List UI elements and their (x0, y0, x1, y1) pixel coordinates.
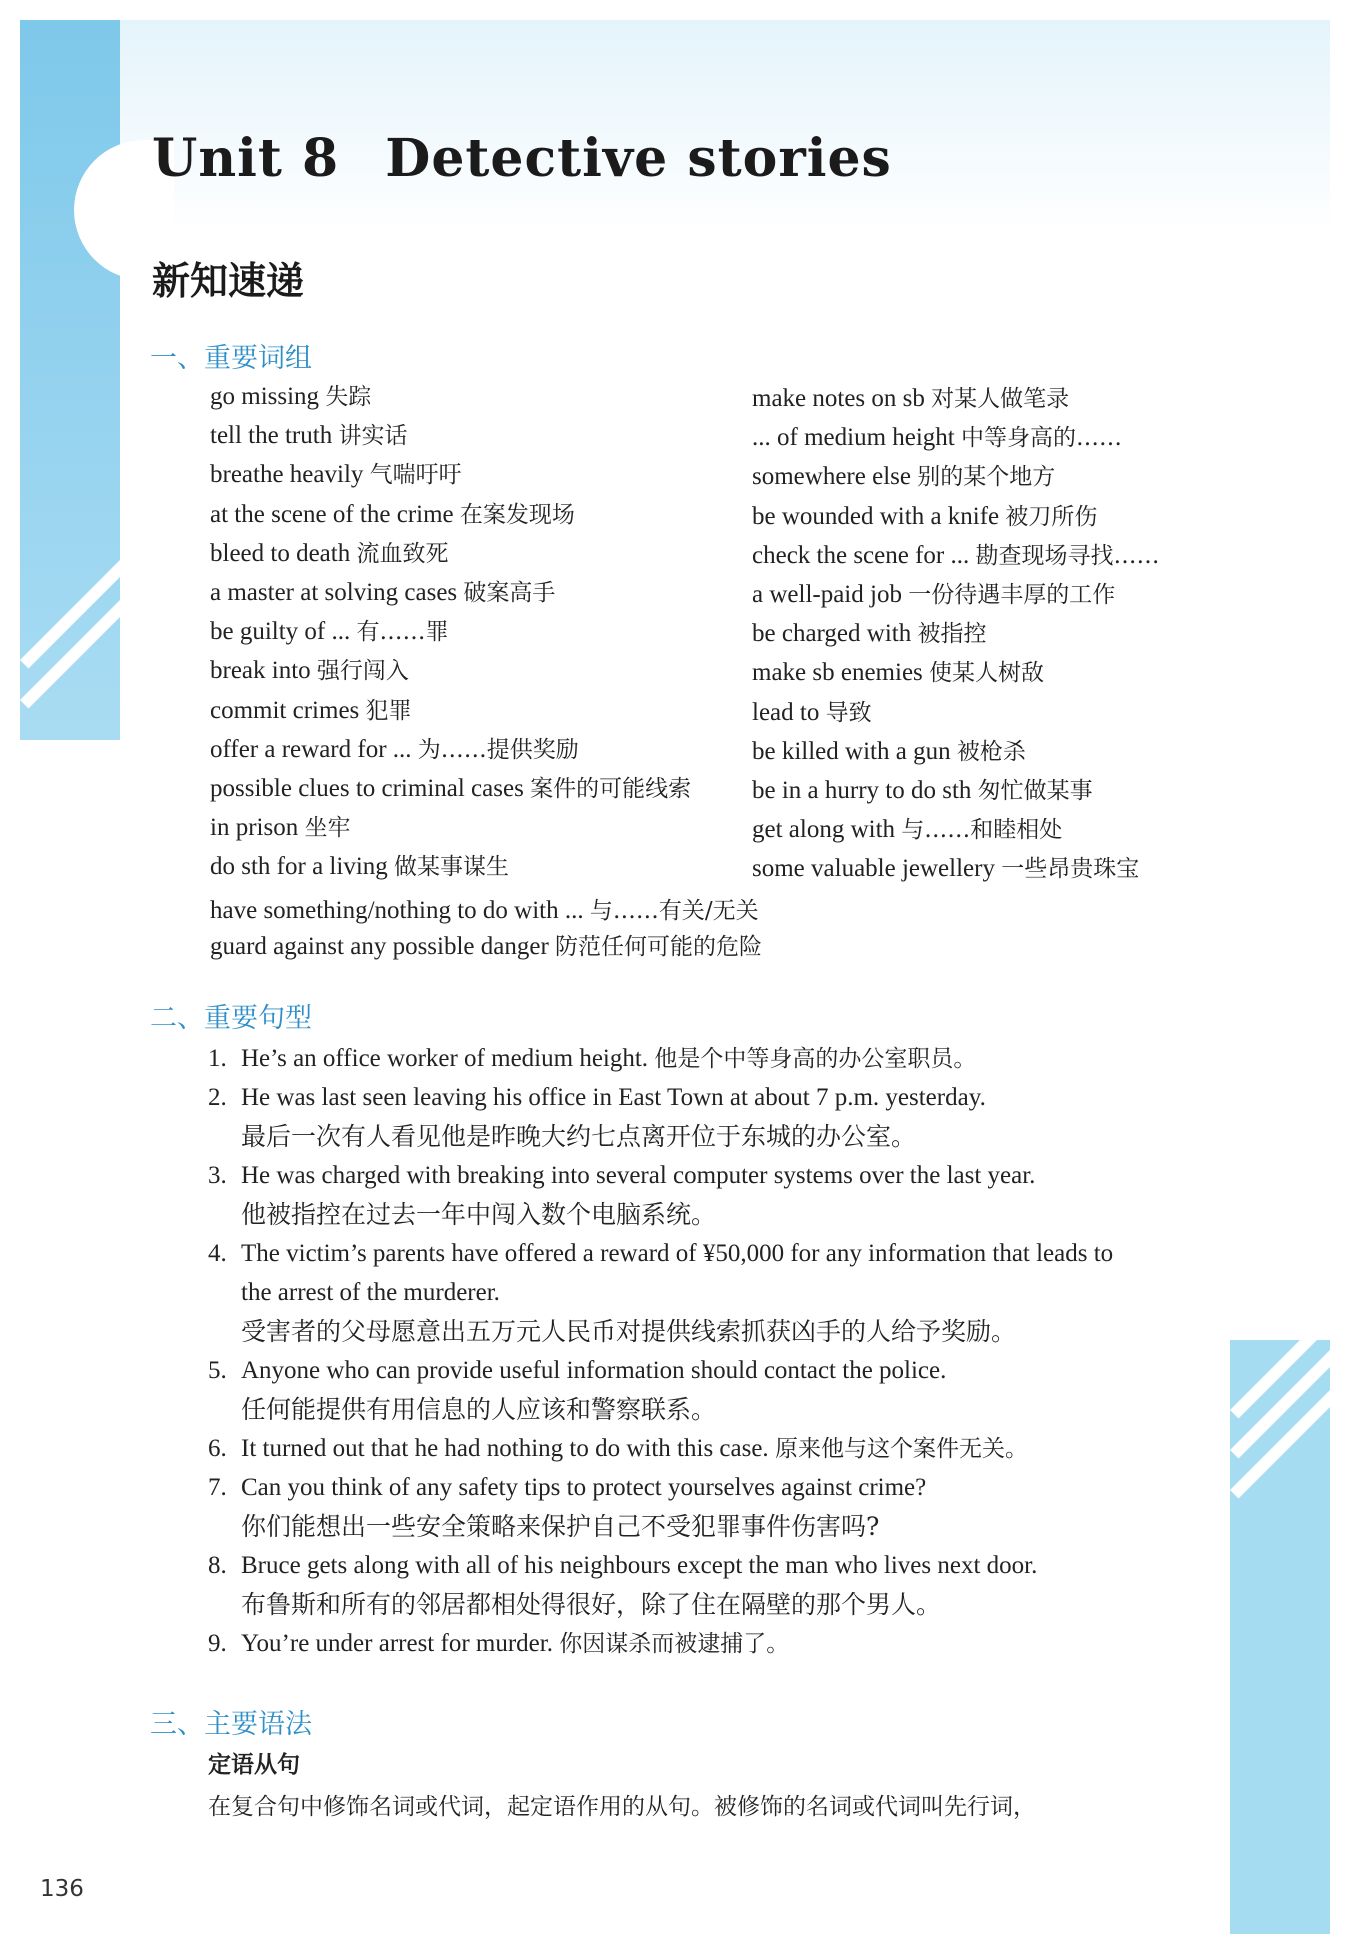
phrase-en: somewhere else (752, 463, 911, 491)
phrase-zh: 强行闯入 (316, 658, 409, 685)
phrase-zh: 破案高手 (463, 580, 556, 606)
sentence-item (208, 1549, 1208, 1583)
sentence-number: 8. (208, 1552, 227, 1579)
phrase-zh: 在案发现场 (459, 501, 575, 528)
phrase-en: make notes on sb (752, 385, 925, 412)
sentence-number: 4. (208, 1240, 227, 1267)
phrase-item (210, 850, 509, 884)
sentence-item (208, 1354, 1208, 1388)
sentence-zh: 他是个中等身高的办公室职员。 (654, 1046, 977, 1072)
header-wash (120, 20, 1330, 230)
phrase-en: make sb enemies (752, 659, 923, 687)
sentence-zh: 你们能想出一些安全策略来保护自己不受犯罪事件伤害吗? (241, 1512, 880, 1541)
phrase-en: some valuable jewellery (752, 855, 995, 883)
phrase-item (210, 498, 575, 532)
phrase-en: a master at solving cases (210, 579, 458, 606)
phrase-en: tell the truth (210, 422, 333, 450)
phrase-zh: 与……有关/无关 (589, 898, 759, 924)
sentence-zh: 原来他与这个案件无关。 (774, 1436, 1028, 1462)
sentence-zh: 他被指控在过去一年中闯入数个电脑系统。 (241, 1200, 717, 1229)
sentence-zh: 你因谋杀而被逮捕了。 (559, 1631, 790, 1657)
phrase-en: be charged with (752, 620, 912, 648)
phrase-item (210, 615, 449, 649)
unit-number: Unit 8 (152, 128, 340, 189)
sentence-zh: 受害者的父母愿意出五万元人民币对提供线索抓获凶手的人给予奖励。 (241, 1317, 1017, 1346)
phrase-item (210, 694, 412, 728)
left-decorative-band (20, 20, 120, 740)
phrase-item (752, 539, 1160, 573)
phrase-zh: 有……罪 (356, 619, 449, 646)
sentence-zh: 最后一次有人看见他是昨晚大约七点离开位于东城的办公室。 (241, 1122, 917, 1151)
phrase-en: breathe heavily (210, 461, 364, 489)
sentence-item (208, 1237, 1208, 1271)
phrase-item (752, 382, 1069, 416)
phrase-item (752, 774, 1093, 808)
sentence-number: 3. (208, 1162, 227, 1189)
phrase-item (752, 617, 986, 651)
phrase-zh: 做某事谋生 (394, 854, 510, 881)
phrases-heading: 一、重要词组 (150, 343, 312, 374)
phrase-item (210, 458, 462, 492)
phrase-item (752, 578, 1115, 612)
sentence-item (208, 1627, 1208, 1661)
phrase-zh: 导致 (825, 699, 872, 726)
phrase-item (752, 696, 872, 730)
phrase-en: check the scene for ... (752, 541, 970, 569)
phrase-en: possible clues to criminal cases (210, 775, 524, 802)
unit-name: Detective stories (385, 128, 892, 189)
phrase-en: commit crimes (210, 696, 360, 724)
sentence-en: Can you think of any safety tips to protect yourselves against crime? (241, 1474, 927, 1501)
phrase-zh: 使某人树敌 (929, 660, 1045, 687)
phrase-en: in prison (210, 814, 299, 842)
sentence-number: 9. (208, 1630, 227, 1657)
sentence-number: 7. (208, 1474, 227, 1501)
phrase-en: break into (210, 657, 311, 685)
sentence-item (208, 1432, 1208, 1466)
phrase-zh: 被刀所伤 (1005, 503, 1098, 530)
phrase-item (210, 419, 407, 453)
sentence-en: Anyone who can provide useful information should contact the police. (241, 1357, 947, 1384)
sentence-number: 2. (208, 1084, 227, 1111)
sentence-number: 6. (208, 1435, 227, 1462)
sentence-en: Bruce gets along with all of his neighbours except the man who lives next door. (241, 1552, 1038, 1579)
phrase-zh: 被指控 (917, 621, 987, 648)
sentence-en: He’s an office worker of medium height. 他是个中等身高的办公室职员。 (241, 1045, 977, 1072)
phrase-zh: 一些昂贵珠宝 (1001, 856, 1140, 883)
phrase-en: at the scene of the crime (210, 500, 454, 528)
phrase-en: do sth for a living (210, 853, 388, 881)
phrase-zh: 勘查现场寻找…… (975, 542, 1160, 569)
phrase-en: have something/nothing to do with ... (210, 897, 584, 924)
phrase-zh: 为……提供奖励 (417, 736, 579, 763)
phrase-zh: 犯罪 (365, 697, 412, 724)
sentence-number: 5. (208, 1357, 227, 1384)
unit-title (152, 128, 892, 189)
phrase-item (210, 811, 350, 845)
phrase-item (752, 500, 1097, 534)
grammar-subheading: 定语从句 (208, 1751, 300, 1778)
sentence-zh: 布鲁斯和所有的邻居都相处得很好，除了住在隔壁的那个男人。 (241, 1590, 942, 1619)
phrase-en: get along with (752, 816, 896, 844)
phrase-zh: 匆忙做某事 (977, 778, 1093, 804)
phrase-item (752, 813, 1062, 847)
phrase-zh: 与……和睦相处 (901, 817, 1063, 844)
phrase-zh: 防范任何可能的危险 (555, 934, 763, 960)
phrase-en: be wounded with a knife (752, 502, 1000, 530)
phrase-item (210, 772, 691, 806)
phrase-item (752, 421, 1122, 455)
grammar-heading: 三、主要语法 (150, 1709, 312, 1740)
section-title: 新知速递 (152, 259, 305, 303)
phrase-zh: 气喘吁吁 (369, 462, 462, 489)
sentence-item (208, 1081, 1208, 1115)
phrase-en: be in a hurry to do sth (752, 777, 972, 804)
phrase-item (210, 733, 579, 767)
phrase-zh: 一份待遇丰厚的工作 (908, 582, 1116, 608)
phrase-item (752, 460, 1055, 494)
phrase-item (210, 576, 555, 610)
phrase-en: ... of medium height (752, 424, 955, 452)
phrase-en: be killed with a gun (752, 737, 951, 765)
sentence-en: He was charged with breaking into several computer systems over the last year. (241, 1162, 1036, 1189)
sentences-heading: 二、重要句型 (150, 1003, 312, 1034)
phrase-item (752, 656, 1044, 690)
sentence-en: It turned out that he had nothing to do with this case. 原来他与这个案件无关。 (241, 1435, 1028, 1462)
phrase-item (210, 380, 371, 414)
sentence-en: You’re under arrest for murder. 你因谋杀而被逮捕了。 (241, 1630, 790, 1657)
phrase-zh: 案件的可能线索 (530, 776, 692, 802)
phrase-item (752, 852, 1139, 886)
sentence-item (208, 1159, 1208, 1193)
phrase-en: go missing (210, 383, 320, 410)
phrase-en: offer a reward for ... (210, 735, 412, 763)
phrase-en: guard against any possible danger (210, 933, 549, 960)
phrase-zh: 讲实话 (338, 423, 408, 450)
phrase-en: lead to (752, 698, 820, 726)
phrase-en: bleed to death (210, 539, 351, 567)
phrase-item (210, 930, 762, 964)
sentence-en: The victim’s parents have offered a reward of ¥50,000 for any information that leads to (241, 1240, 1114, 1267)
phrase-zh: 流血致死 (356, 540, 449, 567)
grammar-text: 在复合句中修饰名词或代词，起定语作用的从句。被修饰的名词或代词叫先行词， (208, 1794, 1036, 1820)
phrase-en: a well-paid job (752, 581, 902, 608)
phrase-en: be guilty of ... (210, 618, 351, 646)
sentence-item (208, 1042, 1208, 1076)
phrase-item (752, 735, 1026, 769)
sentence-item (208, 1471, 1208, 1505)
sentence-zh: 任何能提供有用信息的人应该和警察联系。 (241, 1395, 717, 1424)
phrase-zh: 别的某个地方 (917, 464, 1056, 491)
page-number: 136 (40, 1876, 84, 1902)
phrase-zh: 被枪杀 (956, 738, 1026, 765)
sentence-en: He was last seen leaving his office in East Town at about 7 p.m. yesterday. (241, 1084, 986, 1111)
phrase-item (210, 654, 409, 688)
phrase-zh: 坐牢 (304, 815, 351, 842)
sentence-number: 1. (208, 1045, 227, 1072)
phrase-item (210, 537, 448, 571)
phrase-zh: 失踪 (325, 384, 372, 410)
phrase-item (210, 894, 759, 928)
sentence-en-continued: the arrest of the murderer. (241, 1279, 500, 1306)
phrase-zh: 对某人做笔录 (931, 386, 1070, 412)
right-decorative-strip (1230, 1340, 1330, 1934)
phrase-zh: 中等身高的…… (961, 425, 1122, 452)
